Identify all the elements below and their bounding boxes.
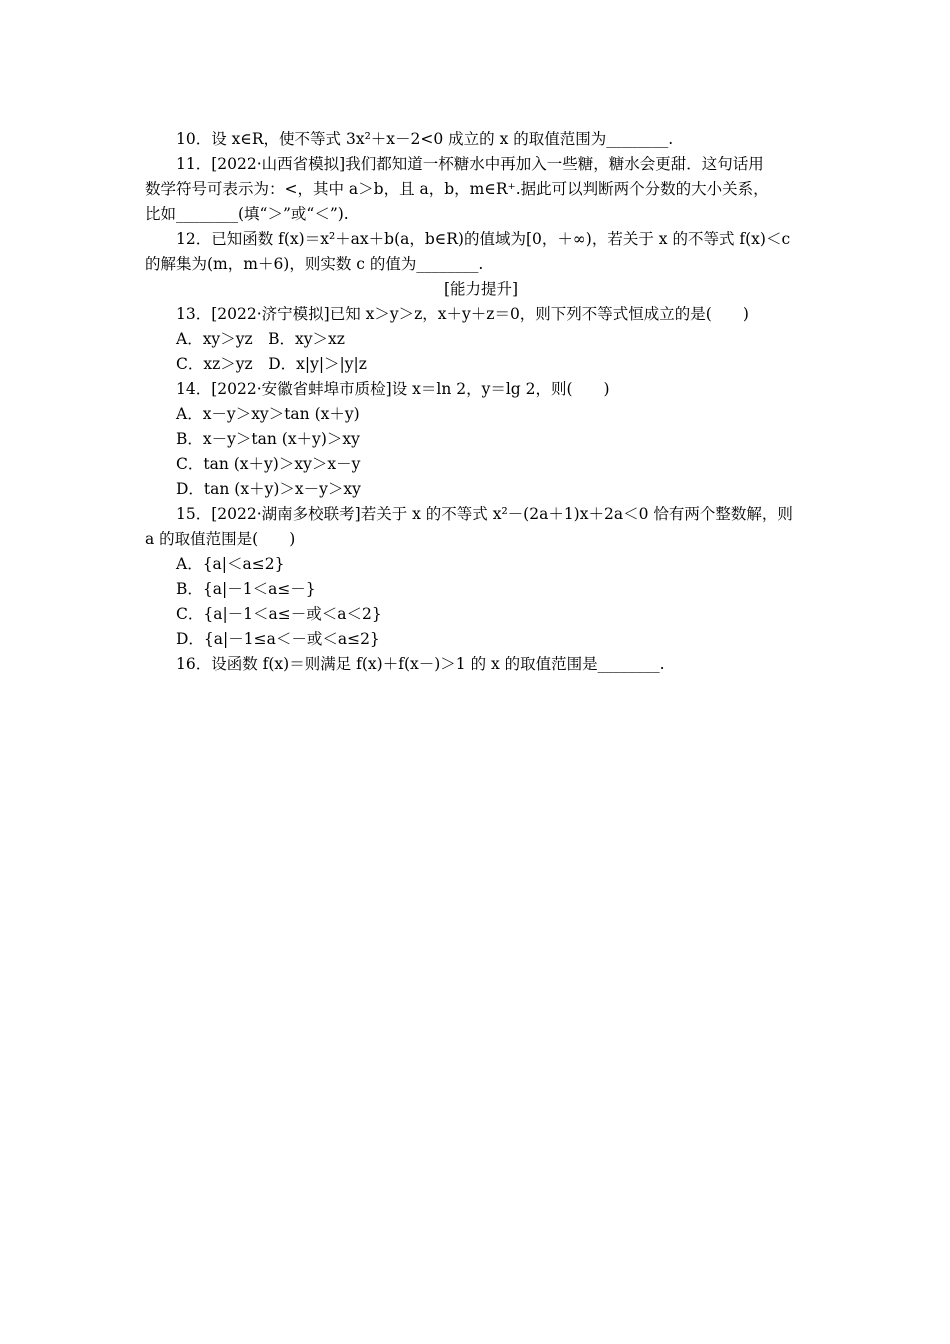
- problem-13-stem: 13．[2022·济宁模拟]已知 x＞y＞z，x＋y＋z＝0，则下列不等式恒成立的是( ): [176, 305, 749, 323]
- problem-15-stem-line-2: a 的取值范围是( ): [145, 530, 296, 548]
- problem-14-option-b: B．x－y＞tan (x＋y)＞xy: [176, 430, 360, 448]
- problem-10: 10．设 x∈R，使不等式 3x²＋x－2<0 成立的 x 的取值范围为________.: [176, 130, 674, 148]
- problem-16: 16．设函数 f(x)＝则满足 f(x)＋f(x－)＞1 的 x 的取值范围是________.: [176, 655, 665, 673]
- problem-15-stem-line-1: 15．[2022·湖南多校联考]若关于 x 的不等式 x²－(2a＋1)x＋2a＜0 恰有两个整数解，则: [176, 505, 793, 523]
- problem-14-option-c: C．tan (x＋y)＞xy＞x－y: [176, 455, 361, 473]
- problem-15-option-b: B．{a|－1＜a≤－}: [176, 580, 316, 598]
- problem-14-option-a: A．x－y＞xy＞tan (x＋y): [176, 405, 360, 423]
- problem-11-line-3: 比如________(填“＞”或“＜”).: [145, 205, 349, 223]
- problem-11-line-1: 11．[2022·山西省模拟]我们都知道一杯糖水中再加入一些糖，糖水会更甜．这句话用: [176, 155, 764, 173]
- problem-15-option-d: D．{a|－1≤a＜－或＜a≤2}: [176, 630, 380, 648]
- worksheet-body: [145, 127, 817, 677]
- problem-14-stem: 14．[2022·安徽省蚌埠市质检]设 x＝ln 2，y＝lg 2，则( ): [176, 380, 610, 398]
- problem-14-option-d: D．tan (x＋y)＞x－y＞xy: [176, 480, 361, 498]
- problem-12-line-1: 12．已知函数 f(x)＝x²＋ax＋b(a，b∈R)的值域为[0，＋∞)，若关于 x 的不等式 f(x)＜c: [176, 230, 791, 248]
- problem-12-line-2: 的解集为(m，m＋6)，则实数 c 的值为________.: [145, 255, 484, 273]
- problem-15-option-a: A．{a|＜a≤2}: [176, 555, 285, 573]
- section-title-ability: [能力提升]: [443, 280, 519, 298]
- problem-15-option-c: C．{a|－1＜a≤－或＜a＜2}: [176, 605, 382, 623]
- problem-13-options-ab: A．xy＞yz B．xy＞xz: [176, 330, 345, 348]
- problem-11-line-2: 数学符号可表示为：<，其中 a＞b，且 a，b，m∈R⁺.据此可以判断两个分数的大小关系，: [145, 180, 769, 198]
- problem-13-options-cd: C．xz＞yz D．x|y|＞|y|z: [176, 355, 367, 373]
